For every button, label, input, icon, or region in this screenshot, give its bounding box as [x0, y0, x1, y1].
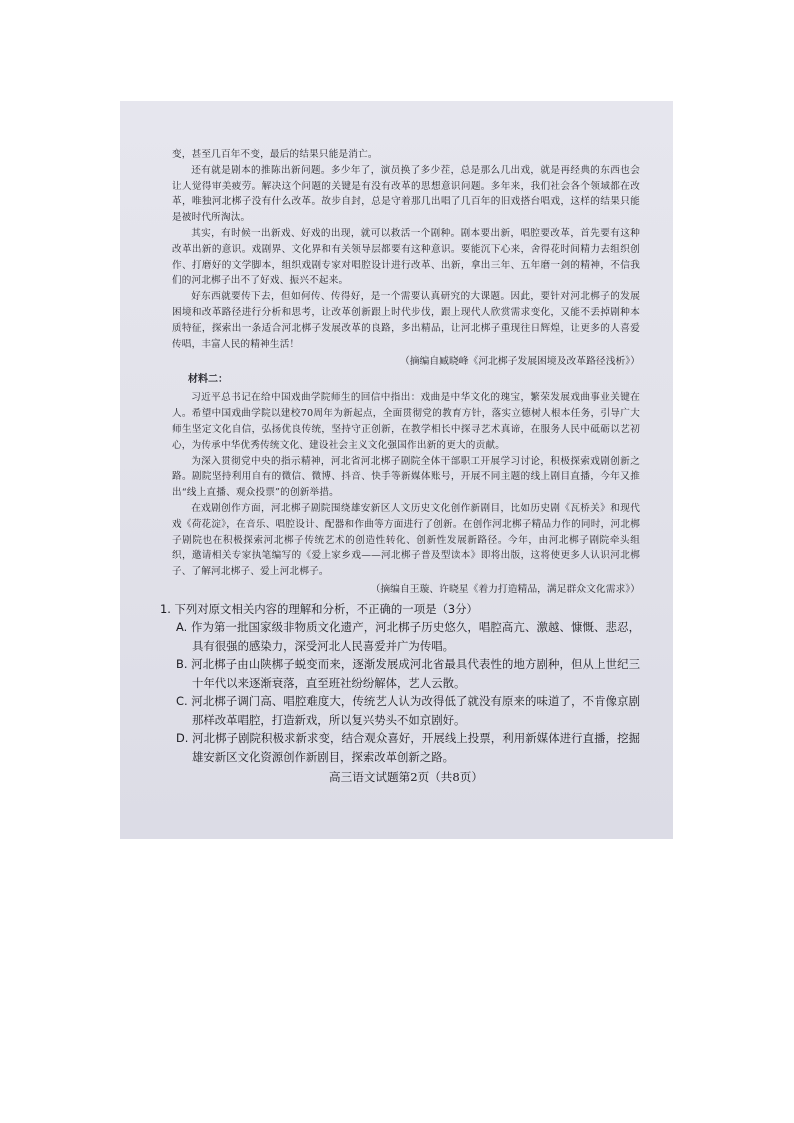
question-1-option-b — [176, 655, 640, 692]
option-text: 河北梆子由山陕梆子蜕变而来，逐渐发展成河北省最具代表性的地方剧种，但从上世纪三十年代以来逐渐衰落，直至班社纷纷解体，艺人云散。 — [191, 657, 640, 690]
option-label: D. — [176, 731, 189, 746]
material1-paragraph: 变，甚至几百年不变，最后的结果只能是消亡。 — [172, 149, 378, 160]
material2-heading: 材料二： — [188, 374, 228, 386]
question-1-option-a — [176, 618, 640, 655]
option-text: 河北梆子剧院积极求新求变，结合观众喜好，开展线上投票，利用新媒体进行直播，挖掘雄安新区文化资源创作新剧目，探索改革创新之路。 — [192, 731, 640, 764]
photographed-exam-page — [120, 101, 673, 839]
question-1-option-c — [176, 692, 640, 729]
question-1-option-d — [176, 729, 640, 766]
material1-paragraph: 还有就是剧本的推陈出新问题。多少年了，演员换了多少茬，总是那么几出戏，就是再经典的东西也会让人觉得审美疲劳。解决这个问题的关键是有没有改革的思想意识问题。多年来，我们社会各个领域都在改革，唯独河北梆子没有什么改革。故步自封，总是守着那几出唱了几百年的旧戏搭台唱戏，这样的结果只能是被时代所淘汰。 — [172, 164, 640, 224]
material1-paragraph: 其实，有时候一出新戏、好戏的出现，就可以救活一个剧种。剧本要出新，唱腔要改革，首先要有这种改革出新的意识。戏剧界、文化界和有关领导层都要有这种意识。要能沉下心来，舍得花时间精力去组织创作、打磨好的文学脚本，组织戏剧专家对唱腔设计进行改革、出新，拿出三年、五年磨一剑的精神，不信我们的河北梆子出不了好戏、振兴不起来。 — [172, 227, 640, 287]
page-footer: 高三语文试题第2页（共8页） — [329, 770, 483, 785]
option-text: 作为第一批国家级非物质文化遗产，河北梆子历史悠久，唱腔高亢、激越、慷慨、悲忍，具有很强的感染力，深受河北人民喜爱并广为传唱。 — [190, 620, 640, 653]
material1-source: （摘编自臧晓峰《河北梆子发展困境及改革路径浅析》） — [399, 356, 640, 368]
option-label: A. — [176, 620, 188, 635]
option-label: B. — [176, 657, 188, 672]
material2-source: （摘编自王璇、许晓星《着力打造精品，满足群众文化需求》） — [370, 583, 640, 595]
material2-paragraph: 为深入贯彻党中央的指示精神，河北省河北梆子剧院全体干部职工开展学习讨论，积极探索戏剧创新之路。剧院坚持利用自有的微信、微博、抖音、快手等新媒体账号，开展不同主题的线上剧目直播，今年又推出“线上直播、观众投票”的创新举措。 — [172, 455, 640, 499]
material2-paragraph: 在戏剧创作方面，河北梆子剧院围绕雄安新区人文历史文化创作新剧目，比如历史剧《瓦桥关》和现代戏《荷花淀》，在音乐、唱腔设计、配器和作曲等方面进行了创新。在创作河北梆子精品力作的同时，河北梆子剧院也在积极探索河北梆子传统艺术的创造性转化、创新性发展新路径。今年，由河北梆子剧院牵头组织，邀请相关专家执笔编写的《爱上家乡戏——河北梆子普及型读本》即将出版，这将使更多人认识河北梆子、了解河北梆子、爱上河北梆子。 — [172, 502, 640, 578]
material1-paragraph: 好东西就要传下去，但如何传、传得好，是一个需要认真研究的大课题。因此，要针对河北梆子的发展困境和改革路径进行分析和思考，让改革创新跟上时代步伐，跟上现代人欣赏需求变化，又能不丢掉剧种本质特征，探索出一条适合河北梆子发展改革的良路，多出精品，让河北梆子重现往日辉煌，让更多的人喜爱传唱，丰富人民的精神生活！ — [172, 291, 640, 350]
material2-paragraph: 习近平总书记在给中国戏曲学院师生的回信中指出：戏曲是中华文化的瑰宝，繁荣发展戏曲事业关键在人。希望中国戏曲学院以建校70周年为新起点，全面贯彻党的教育方针，落实立德树人根本任务，引导广大师生坚定文化自信，弘扬优良传统，坚持守正创新，在教学相长中探寻艺术真谛，在服务人民中砥砺以艺初心，为传承中华优秀传统文化、建设社会主义文化强国作出新的更大的贡献。 — [172, 392, 640, 451]
exam-page-content — [160, 147, 640, 786]
option-label: C. — [176, 694, 188, 709]
question-1-stem: 1. 下列对原文相关内容的理解和分析，不正确的一项是（3分） — [160, 601, 478, 616]
option-text: 河北梆子调门高、唱腔难度大，传统艺人认为改得低了就没有原来的味道了，不肯像京剧那样改革唱腔，打造新戏，所以复兴势头不如京剧好。 — [191, 694, 640, 727]
